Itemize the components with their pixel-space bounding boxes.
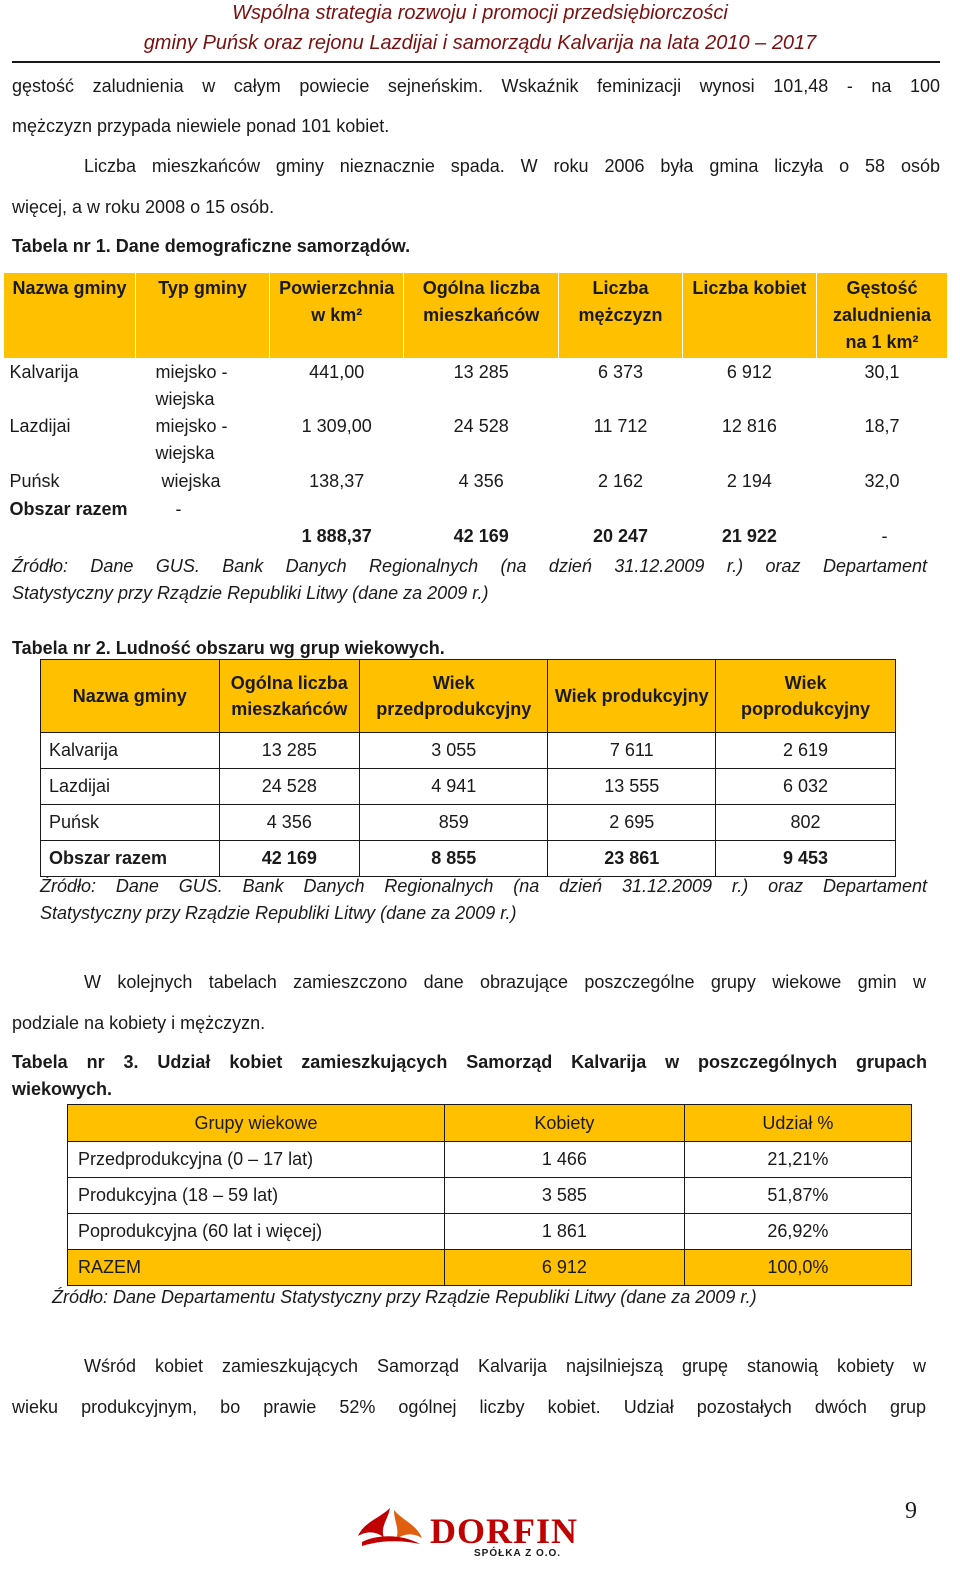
- table-row-total: [41, 841, 896, 877]
- cell-area: 138,37: [309, 471, 365, 491]
- cell-women: 1 861: [445, 1214, 685, 1250]
- cell-population: 42 169: [453, 526, 509, 546]
- intro-p1-line2: mężczyzn przypada niewiele ponad 101 kobiet.: [12, 116, 390, 136]
- cell-preworking: 859: [360, 805, 548, 841]
- outro-p-line1: Wśród kobiet zamieszkujących Samorząd Kalvarija najsilniejszą grupę stanowią kobiety w: [84, 1356, 926, 1376]
- logo-name: DORFIN: [430, 1511, 578, 1551]
- cell-share: 26,92%: [684, 1214, 911, 1250]
- cell-density: -: [881, 526, 888, 546]
- cell-postworking: 802: [716, 805, 896, 841]
- source-line: Źródło: Dane GUS. Bank Danych Regionalnych (na dzień 31.12.2009 r.) oraz Departament: [40, 876, 927, 896]
- column-header: Powierzchnia w km²: [270, 273, 404, 359]
- column-header: Grupy wiekowe: [68, 1105, 445, 1142]
- cell-men: 20 247: [592, 526, 649, 546]
- cell-group: Przedprodukcyjna (0 – 17 lat): [68, 1142, 445, 1178]
- table3-source: Źródło: Dane Departamentu Statystyczny przy Rządzie Republiki Litwy (dane za 2009 r.): [52, 1287, 757, 1307]
- cell-population: 13 285: [219, 733, 360, 769]
- cell-population: 24 528: [453, 416, 509, 436]
- cell-preworking: 3 055: [360, 733, 548, 769]
- column-header: Wiek produkcyjny: [548, 660, 716, 733]
- column-header: Nazwa gminy: [4, 273, 136, 359]
- table-row: [4, 413, 948, 468]
- cell-working: 23 861: [548, 841, 716, 877]
- cell-area: 441,00: [309, 362, 365, 382]
- column-header: Wiek przedprodukcyjny: [360, 660, 548, 733]
- header-line-1: Wspólna strategia rozwoju i promocji przedsiębiorczości: [232, 2, 728, 24]
- table-header-row: [68, 1105, 912, 1142]
- column-header: Liczba kobiet: [682, 273, 816, 359]
- column-header: Udział %: [684, 1105, 911, 1142]
- company-logo: [350, 1500, 600, 1560]
- table-row: [41, 733, 896, 769]
- table-row: [68, 1178, 912, 1214]
- cell-working: 13 555: [548, 769, 716, 805]
- column-header: Wiek poprodukcyjny: [716, 660, 896, 733]
- cell-density: 32,0: [864, 471, 900, 491]
- cell-population: 4 356: [219, 805, 360, 841]
- header-line-2: gminy Puńsk oraz rejonu Lazdijai i samorządu Kalvarija na lata 2010 – 2017: [143, 32, 817, 54]
- cell-group: Poprodukcyjna (60 lat i więcej): [68, 1214, 445, 1250]
- flame-logo-icon: [350, 1500, 430, 1560]
- column-header: Kobiety: [445, 1105, 685, 1142]
- source-line: Statystyczny przy Rządzie Republiki Litwy (dane za 2009 r.): [40, 903, 517, 923]
- table3-caption-line2: wiekowych.: [12, 1079, 113, 1099]
- cell-postworking: 6 032: [716, 769, 896, 805]
- column-header: Gęstość zaludnienia na 1 km²: [816, 273, 947, 359]
- cell-preworking: 8 855: [360, 841, 548, 877]
- table-header-row: [4, 273, 948, 359]
- intro-p2-line1: Liczba mieszkańców gminy nieznacznie spada. W roku 2006 była gmina liczyła o 58 osób: [84, 156, 940, 176]
- cell-density: 18,7: [864, 416, 900, 436]
- cell-name: Kalvarija: [9, 362, 79, 382]
- table-row: [41, 769, 896, 805]
- mid-p-line1: W kolejnych tabelach zamieszczono dane obrazujące poszczególne grupy wiekowe gmin w: [84, 972, 926, 992]
- demographics-table: [3, 272, 948, 550]
- cell-name: Puńsk: [9, 471, 60, 491]
- column-header: Ogólna liczba mieszkańców: [404, 273, 559, 359]
- cell-postworking: 2 619: [716, 733, 896, 769]
- table-row-total: [4, 496, 948, 550]
- cell-area: 1 888,37: [301, 526, 372, 546]
- table-row: [4, 359, 948, 414]
- source-line: Statystyczny przy Rządzie Republiki Litwy (dane za 2009 r.): [12, 583, 489, 603]
- table2-source: [40, 873, 927, 927]
- intro-p2-line2: więcej, a w roku 2008 o 15 osób.: [12, 197, 275, 217]
- column-header: Nazwa gminy: [41, 660, 220, 733]
- cell-women: 2 194: [726, 471, 772, 491]
- logo-subtitle: SPÓŁKA Z O.O.: [474, 1548, 562, 1559]
- table-header-row: [41, 660, 896, 733]
- women-age-table: [67, 1104, 912, 1286]
- cell-working: 2 695: [548, 805, 716, 841]
- cell-share: 21,21%: [684, 1142, 911, 1178]
- cell-name: Lazdijai: [41, 769, 220, 805]
- intro-p1-line1: gęstość zaludnienia w całym powiecie sejneńskim. Wskaźnik feminizacji wynosi 101,48 - na 100: [12, 76, 940, 96]
- cell-population: 42 169: [219, 841, 360, 877]
- table-row: [68, 1142, 912, 1178]
- cell-share: 51,87%: [684, 1178, 911, 1214]
- cell-women: 3 585: [445, 1178, 685, 1214]
- page-number: 9: [905, 1498, 917, 1524]
- table3-caption-line1: Tabela nr 3. Udział kobiet zamieszkujących Samorząd Kalvarija w poszczególnych grupach: [12, 1052, 927, 1072]
- table-row-total: [68, 1250, 912, 1286]
- table-row: [68, 1214, 912, 1250]
- cell-name: Lazdijai: [9, 416, 71, 436]
- table2-caption: Tabela nr 2. Ludność obszaru wg grup wiekowych.: [12, 638, 445, 658]
- cell-population: 13 285: [453, 362, 509, 382]
- table-row: [41, 805, 896, 841]
- cell-type: miejsko - wiejska: [155, 362, 228, 409]
- cell-postworking: 9 453: [716, 841, 896, 877]
- cell-population: 4 356: [458, 471, 504, 491]
- table-row: [4, 468, 948, 496]
- cell-name: Kalvarija: [41, 733, 220, 769]
- cell-area: 1 309,00: [301, 416, 372, 436]
- cell-name: Puńsk: [41, 805, 220, 841]
- cell-working: 7 611: [548, 733, 716, 769]
- column-header: Ogólna liczba mieszkańców: [219, 660, 360, 733]
- source-line: Źródło: Dane GUS. Bank Danych Regionalnych (na dzień 31.12.2009 r.) oraz Departament: [12, 556, 927, 576]
- cell-women: 12 816: [721, 416, 777, 436]
- cell-name: Obszar razem: [41, 841, 220, 877]
- cell-type: wiejska: [161, 471, 221, 491]
- cell-name: Obszar razem: [9, 499, 128, 519]
- cell-preworking: 4 941: [360, 769, 548, 805]
- cell-men: 6 373: [597, 362, 644, 382]
- cell-share: 100,0%: [684, 1250, 911, 1286]
- cell-density: 30,1: [864, 362, 900, 382]
- header-rule: [12, 61, 940, 63]
- cell-women: 6 912: [726, 362, 772, 382]
- outro-p-line2: wieku produkcyjnym, bo prawie 52% ogólnej liczby kobiet. Udział pozostałych dwóch grup: [12, 1397, 926, 1417]
- column-header: Typ gminy: [136, 273, 270, 359]
- cell-women: 1 466: [445, 1142, 685, 1178]
- cell-men: 2 162: [597, 471, 644, 491]
- cell-group: Produkcyjna (18 – 59 lat): [68, 1178, 445, 1214]
- cell-population: 24 528: [219, 769, 360, 805]
- cell-women: 6 912: [445, 1250, 685, 1286]
- mid-p-line2: podziale na kobiety i mężczyzn.: [12, 1013, 266, 1033]
- table1-source: [12, 553, 927, 607]
- column-header: Liczba mężczyzn: [559, 273, 683, 359]
- cell-group: RAZEM: [68, 1250, 445, 1286]
- cell-men: 11 712: [593, 416, 648, 436]
- cell-type: -: [175, 499, 182, 519]
- cell-women: 21 922: [721, 526, 777, 546]
- cell-type: miejsko - wiejska: [155, 416, 228, 463]
- age-groups-table: [40, 659, 896, 877]
- table1-caption: Tabela nr 1. Dane demograficzne samorządów.: [12, 236, 411, 256]
